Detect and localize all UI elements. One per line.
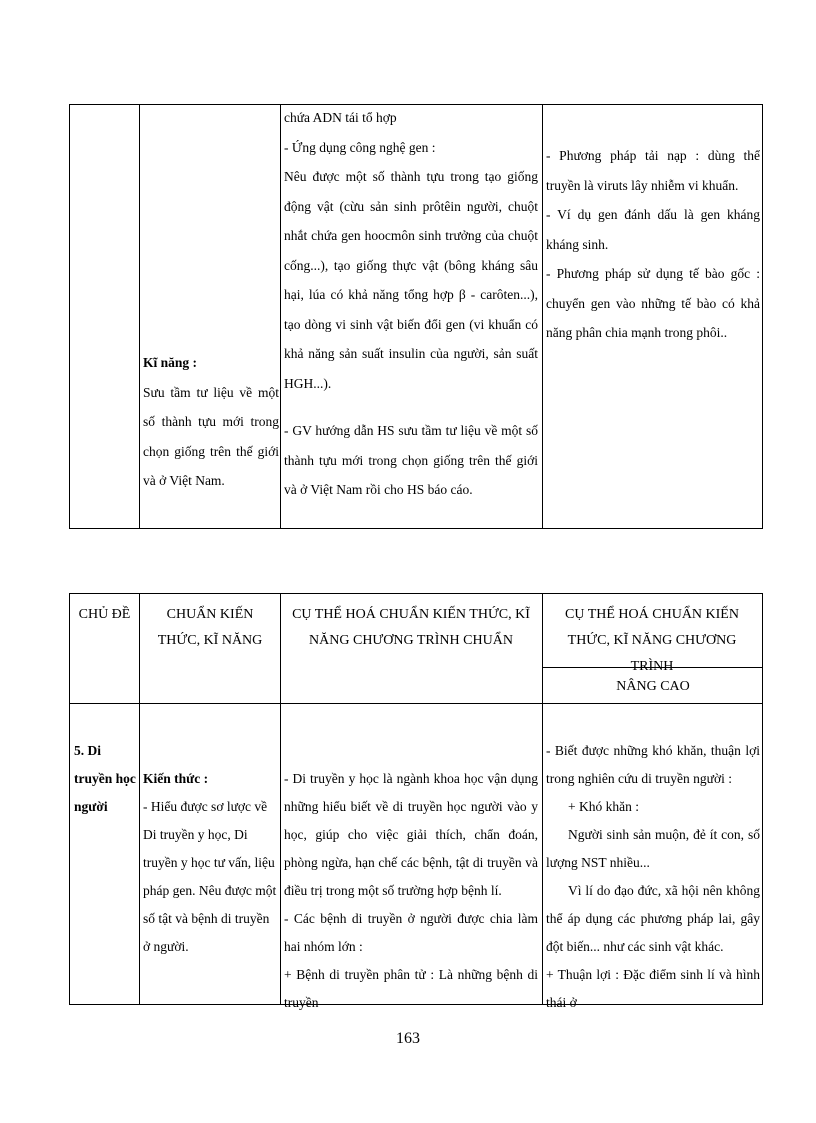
basic-paragraph: - Các bệnh di truyền ở người được chia làm hai nhóm lớn : [284, 911, 538, 954]
advanced-paragraph: - Phương pháp sử dụng tế bào gốc : chuyển gen vào những tế bào có khả năng phân chia mạnh trong phôi.. [546, 266, 760, 340]
basic-paragraph: - Di truyền y học là ngành khoa học vận dụng những hiểu biết về di truyền học người vào y học, giúp cho việc giải thích, chẩn đoán, phòng ngừa, hạn chế các bệnh, tật di truyền và điều trị trong một số trường hợp bệnh lí. [284, 771, 538, 898]
curriculum-table [69, 593, 763, 1010]
column-divider [280, 594, 281, 1004]
column-divider [139, 105, 140, 528]
advanced-paragraph: + Khó khăn : [568, 799, 639, 814]
basic-line: - Ứng dụng công nghệ gen : [284, 139, 436, 155]
header-standard: CHUẨN KIẾN THỨC, KĨ NĂNG [157, 607, 263, 648]
knowledge-heading: Kiến thức : [143, 771, 209, 786]
knowledge-text: - Hiểu được sơ lược về Di truyền y học, Di truyền y học tư vấn, liệu pháp gen. Nêu được một số tật và bệnh di truyền ở người. [143, 799, 277, 954]
advanced-content-cell [546, 141, 760, 348]
advanced-content-cell [546, 737, 760, 1017]
advanced-paragraph: Vì lí do đạo đức, xã hội nên không thể áp dụng các phương pháp lai, gây đột biến... như các sinh vật khác. [546, 883, 760, 954]
advanced-paragraph: + Thuận lợi : Đặc điểm sinh lí và hình thái ở [546, 967, 760, 1010]
column-divider [542, 594, 543, 1004]
header-topic: CHỦ ĐỀ [78, 607, 131, 622]
continuation-table [69, 104, 763, 529]
basic-paragraph: Nêu được một số thành tựu trong tạo giống động vật (cừu sản sinh prôtêin người, chuột nhắt chứa gen hoocmôn sinh trưởng của chuột cống...), tạo giống thực vật (bông kháng sâu hại, lúa có khả năng tổng hợp β - carôten...), tạo dòng vi sinh vật biến đổi gen (vi khuẩn có khả năng sản suất insulin của người, sản suất HGH...). [284, 169, 538, 391]
skills-text: Sưu tầm tư liệu về một số thành tựu mới trong chọn giống trên thế giới và ở Việt Nam. [143, 384, 279, 488]
column-divider [542, 105, 543, 528]
skills-heading: Kĩ năng : [143, 355, 198, 370]
header-basic: CỤ THỂ HOÁ CHUẨN KIẾN THỨC, KĨ NĂNG CHƯƠNG TRÌNH CHUẨN [292, 607, 530, 648]
column-divider [139, 594, 140, 1004]
advanced-paragraph: - Phương pháp tải nạp : dùng thể truyền là viruts lây nhiễm vi khuẩn. [546, 148, 760, 193]
advanced-paragraph: - Biết được những khó khăn, thuận lợi trong nghiên cứu di truyền người : [546, 743, 760, 786]
header-advanced-sub: NÂNG CAO [616, 679, 690, 694]
basic-line: chứa ADN tái tổ hợp [284, 110, 397, 125]
basic-content-cell [284, 765, 538, 1017]
basic-content-cell [284, 103, 538, 505]
column-divider [280, 105, 281, 528]
page-number: 163 [396, 1030, 420, 1047]
knowledge-cell [143, 765, 279, 961]
advanced-paragraph: Người sinh sản muộn, đẻ ít con, số lượng NST nhiều... [546, 827, 760, 870]
header-advanced: CỤ THỂ HOÁ CHUẨN KIẾN THỨC, KĨ NĂNG CHƯƠNG TRÌNH [565, 607, 739, 674]
topic-cell: 5. Di truyền học người [74, 743, 136, 814]
basic-paragraph: + Bệnh di truyền phân tử : Là những bệnh di truyền [284, 967, 538, 1010]
advanced-paragraph: - Ví dụ gen đánh dấu là gen kháng kháng sinh. [546, 207, 760, 252]
header-divider [70, 703, 762, 704]
basic-paragraph: - GV hướng dẫn HS sưu tầm tư liệu về một số thành tựu mới trong chọn giống trên thế giới và ở Việt Nam rồi cho HS báo cáo. [284, 423, 538, 497]
skills-cell [143, 348, 279, 496]
